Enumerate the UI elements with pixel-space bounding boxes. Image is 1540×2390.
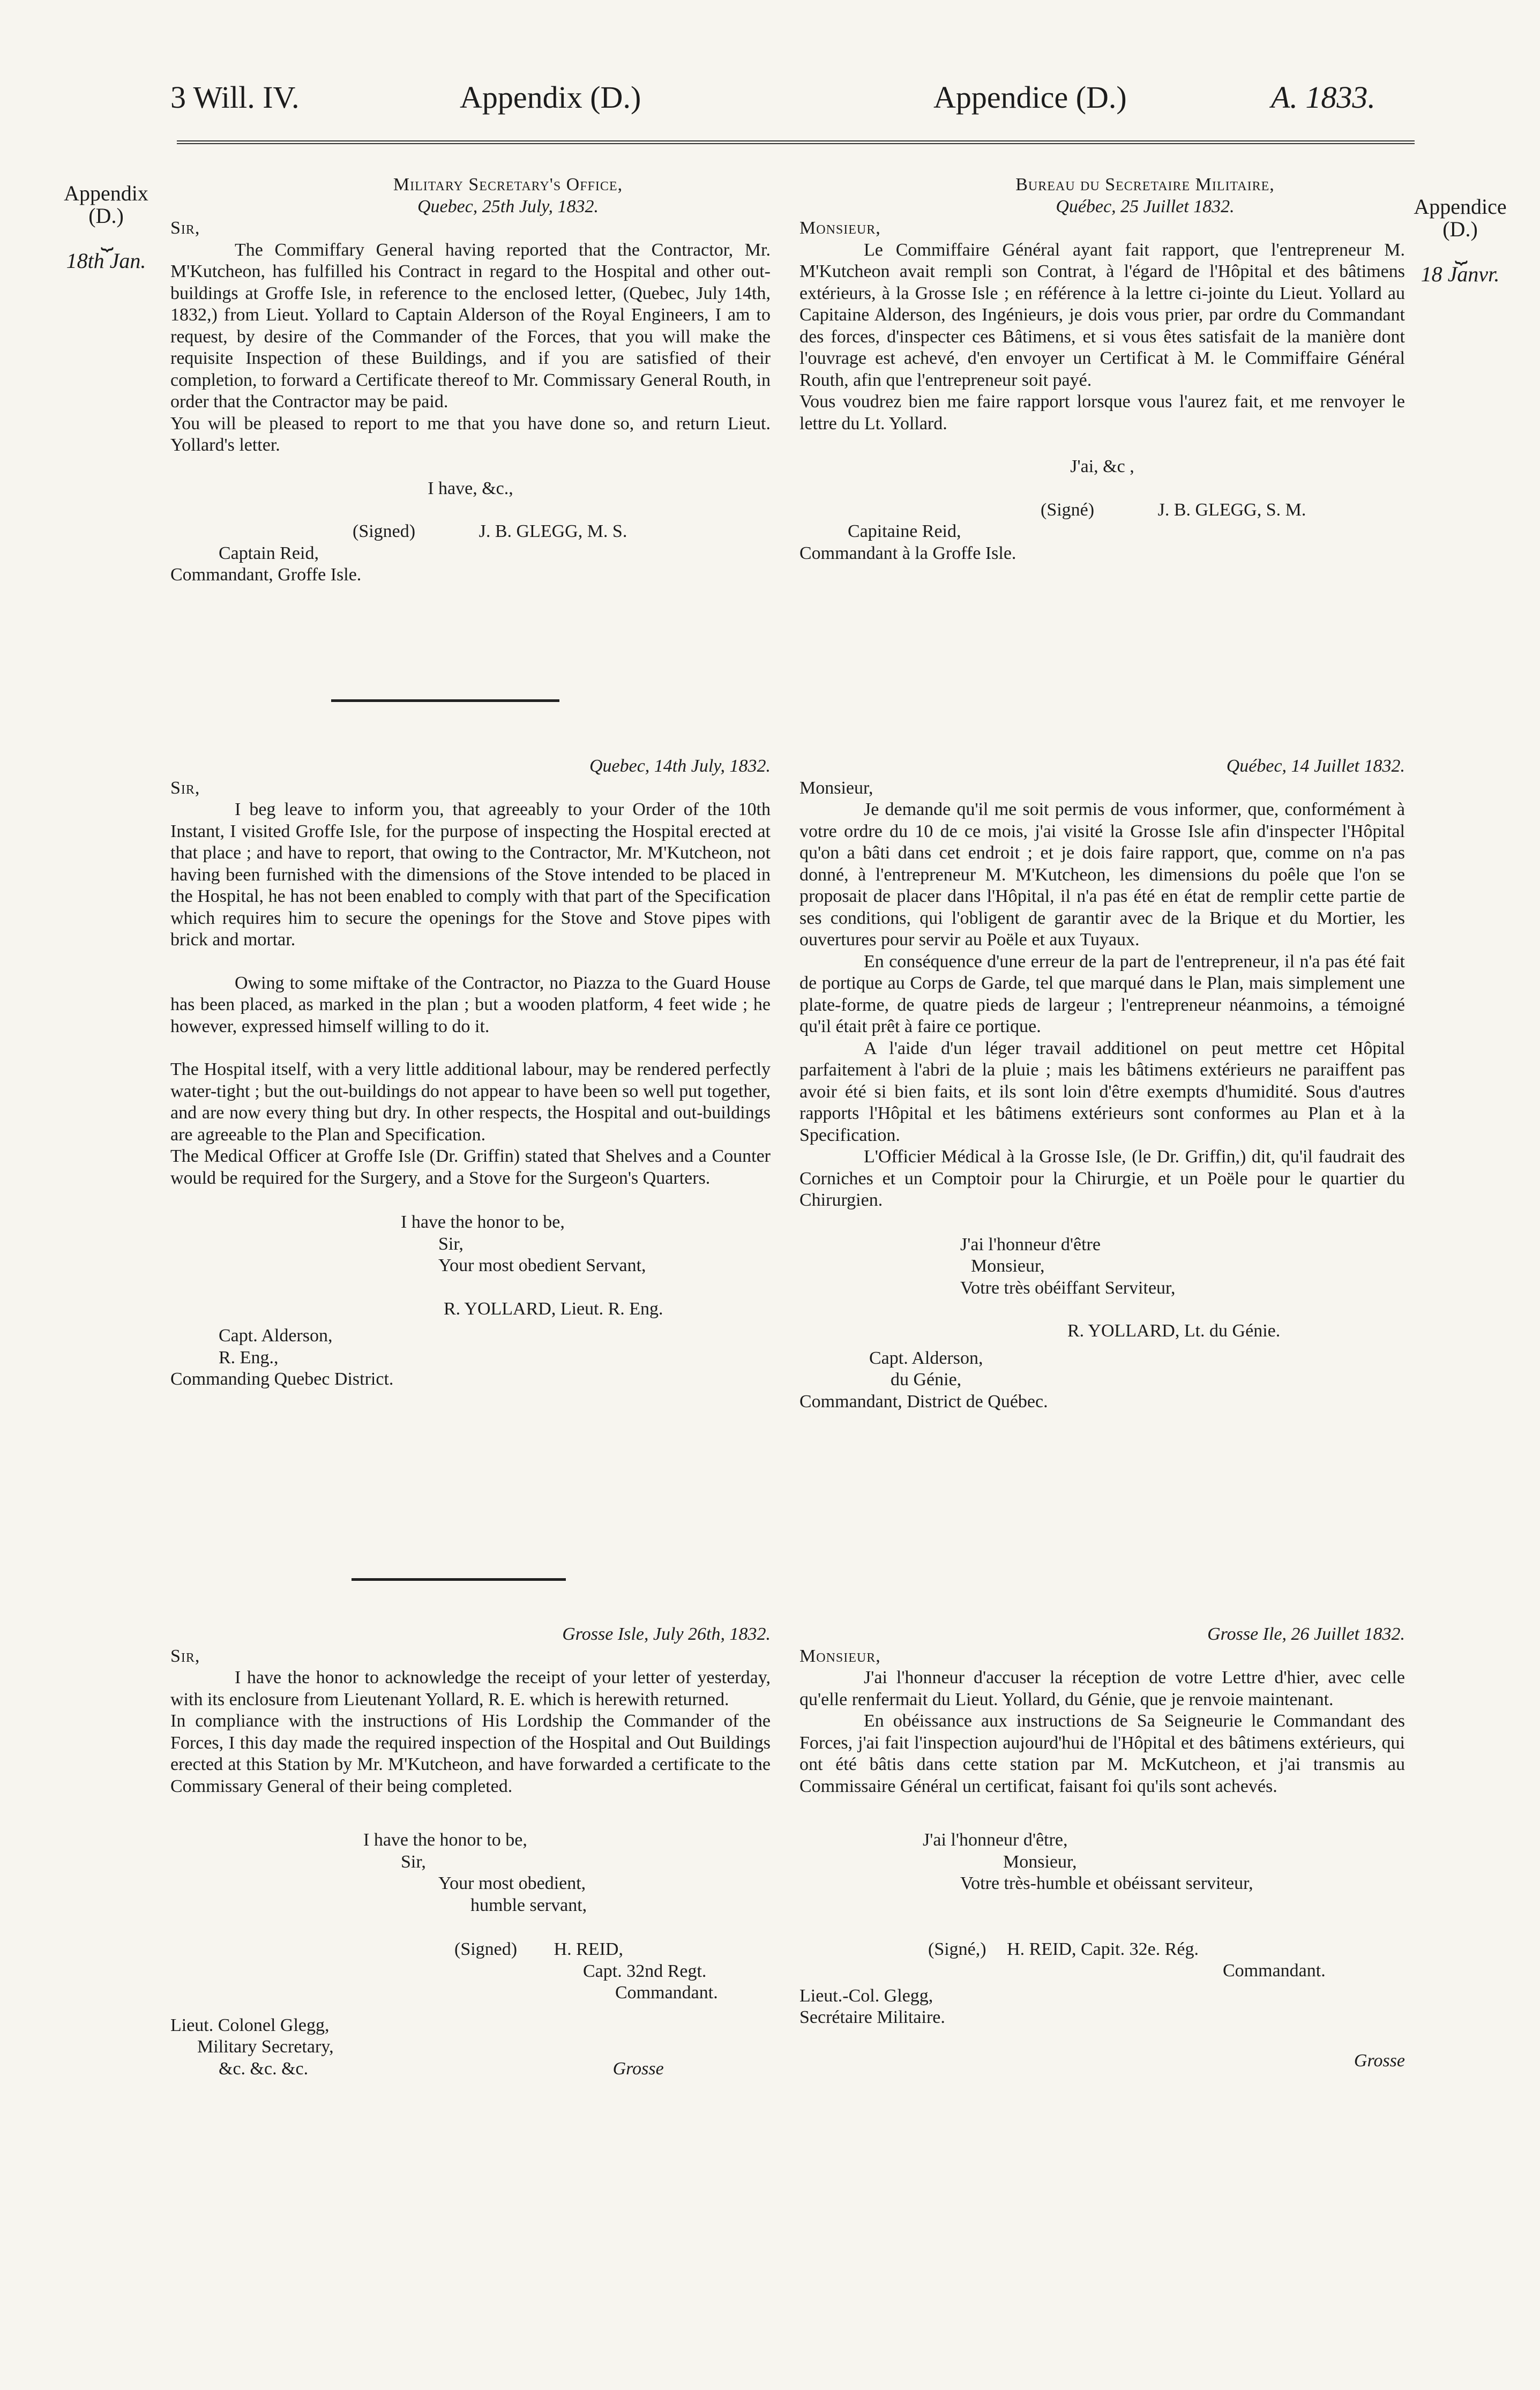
en-l3-sig2: Capt. 32nd Regt. xyxy=(583,1961,707,1981)
en-l3-closing2: Sir, xyxy=(401,1851,426,1872)
separator-en-2 xyxy=(352,1578,566,1581)
margin-note-right xyxy=(1393,196,1527,286)
en-l1-addressee1: Captain Reid, xyxy=(219,543,319,563)
en-l2-addressee1: Capt. Alderson, xyxy=(219,1326,333,1346)
fr-l1-salutation: Monsieur, xyxy=(799,218,881,238)
margin-right-label: Appendice xyxy=(1414,195,1507,219)
en-l2-addressee2: R. Eng., xyxy=(219,1347,279,1368)
en-l2-para4: The Medical Officer at Groffe Isle (Dr. Griffin) stated that Shelves and a Counter would be required for the Surgery, and a Stove for the Surgeon's Quarters. xyxy=(170,1146,771,1188)
en-l2-closing3: Your most obedient Servant, xyxy=(438,1256,646,1275)
en-letter-2 xyxy=(170,756,771,1391)
header-volume: 3 Will. IV. xyxy=(170,80,300,115)
en-l3-addressee2: Military Secretary, xyxy=(197,2037,334,2057)
en-l1-addressee2: Commandant, Groffe Isle. xyxy=(170,565,362,585)
fr-catchword: Grosse xyxy=(1354,2050,1405,2071)
en-l2-salutation: Sir, xyxy=(170,778,200,798)
en-l1-para2: You will be pleased to report to me that you have done so, and return Lieut. Yollard's letter. xyxy=(170,413,771,455)
fr-l1-addressee2: Commandant à la Groffe Isle. xyxy=(799,543,1016,563)
en-l2-signature: R. YOLLARD, Lieut. R. Eng. xyxy=(444,1298,663,1319)
fr-l1-addressee1: Capitaine Reid, xyxy=(848,521,961,541)
fr-l2-para3: A l'aide d'un léger travail additionel on peut mettre cet Hôpital parfaitement à l'abri de la pluie ; mais les bâtimens extérieurs ne paraiffent pas avoir été si bien faits, et ils sont loin d'être exempts d'humidité. Sous d'autres rapports l'Hôpital et les bâtimens extérieurs sont conformes au Plan et à la Specification. xyxy=(799,1038,1405,1145)
en-l3-para2: In compliance with the instructions of His Lordship the Commander of the Forces, I this day made the required inspection of the Hospital and Out Buildings erected at this Station by Mr. M'Kutcheon, and have forwarded a certificate to the Commissary General of their being completed. xyxy=(170,1711,771,1796)
en-letter-3 xyxy=(170,1624,771,2080)
en-letter-1 xyxy=(170,174,771,586)
en-l3-salutation: Sir, xyxy=(170,1646,200,1666)
fr-l3-closing3: Votre très-humble et obéissant serviteur, xyxy=(960,1873,1253,1893)
fr-l3-signed: (Signé,) xyxy=(928,1939,986,1959)
en-l3-date: Grosse Isle, July 26th, 1832. xyxy=(562,1624,771,1644)
fr-l1-office: Bureau du Secretaire Militaire, xyxy=(1015,175,1275,195)
brace-icon: ⏟ xyxy=(101,226,111,250)
fr-l2-signature: R. YOLLARD, Lt. du Génie. xyxy=(1067,1321,1281,1341)
fr-l2-para1: Je demande qu'il me soit permis de vous informer, que, conformément à votre ordre du 10 de ce mois, j'ai visité la Grosse Isle afin d'inspecter l'Hôpital qu'on a bâti dans cet endroit ; et je dois faire rapport, que, comme on n'a pas donné, à l'entrepreneur M. M'Kutcheon, les dimensions du poêle que l'on se proposait de placer dans l'Hôpital, il n'a pas été en état de remplir cette partie de ses conditions, qui l'obligent de garantir avec de la Brique et du Mortier, les ouvertures pour servir au Poële et aux Tuyaux. xyxy=(799,800,1405,950)
fr-l2-para2: En conséquence d'une erreur de la part de l'entrepreneur, il n'a pas été fait de portique au Corps de Garde, tel que marqué dans le Plan, mais simplement une plate-forme, de quatre pieds de largeur ; l'entrepreneur néanmoins, a témoigné qu'il était prêt à faire ce portique. xyxy=(799,951,1405,1036)
en-l3-addressee1: Lieut. Colonel Glegg, xyxy=(170,2015,330,2035)
en-l3-closing1: I have the honor to be, xyxy=(363,1830,527,1850)
separator-en-1 xyxy=(331,699,559,702)
en-l2-closing1: I have the honor to be, xyxy=(401,1212,565,1232)
fr-l1-para2: Vous voudrez bien me faire rapport lorsque vous l'aurez fait, et me renvoyer le lettre du Lt. Yollard. xyxy=(799,392,1405,434)
en-l2-para3: The Hospital itself, with a very little additional labour, may be rendered perfectly water-tight ; but the out-buildings do not appear to have been so well put together, and are now every thing but dry. In other respects, the Hospital and out-buildings are agreeable to the Plan and Specification. xyxy=(170,1059,771,1145)
en-l2-para1: I beg leave to inform you, that agreeably to your Order of the 10th Instant, I visited Groffe Isle, for the purpose of inspecting the Hospital erected at that place ; and have to report, that owing to the Contractor, Mr. M'Kutcheon, not having been furnished with the dimensions of the Stove intended to be placed in the Hospital, he has not been enabled to comply with that part of the Specification which requires him to secure the openings for the Stove and Stove pipes with brick and mortar. xyxy=(170,800,771,950)
fr-letter-1 xyxy=(799,174,1405,564)
fr-letter-2 xyxy=(799,756,1405,1413)
margin-right-date: 18 Janvr. xyxy=(1421,262,1500,286)
fr-l2-closing2: Monsieur, xyxy=(971,1256,1045,1276)
en-l3-closing3: Your most obedient, xyxy=(438,1873,586,1893)
en-l2-date: Quebec, 14th July, 1832. xyxy=(589,756,771,776)
fr-l2-addressee1: Capt. Alderson, xyxy=(869,1348,983,1368)
fr-l2-para4: L'Officier Médical à la Grosse Isle, (le Dr. Griffin,) dit, qu'il faudrait des Corniches et un Comptoir pour la Chirurgie, et un Poële pour le quartier du Chirurgien. xyxy=(799,1147,1405,1210)
fr-l1-signature: J. B. GLEGG, S. M. xyxy=(1157,499,1306,520)
header-rule xyxy=(177,140,1415,144)
fr-l3-sig2: Commandant. xyxy=(1223,1961,1326,1981)
header-appendix-fr: Appendice (D.) xyxy=(933,80,1127,115)
margin-note-left xyxy=(42,182,170,272)
en-l3-addressee3: &c. &c. &c. xyxy=(219,2058,309,2079)
fr-l3-date: Grosse Ile, 26 Juillet 1832. xyxy=(1207,1624,1405,1644)
fr-l1-signed: (Signé) xyxy=(1041,499,1095,520)
en-l2-closing2: Sir, xyxy=(438,1234,464,1254)
header-year: A. 1833. xyxy=(1271,80,1375,115)
en-l1-closing: I have, &c., xyxy=(428,478,513,498)
en-l3-sig3: Commandant. xyxy=(615,1983,718,2003)
fr-l2-salutation: Monsieur, xyxy=(799,778,873,798)
en-l2-addressee3: Commanding Quebec District. xyxy=(170,1369,394,1389)
fr-l2-date: Québec, 14 Juillet 1832. xyxy=(1226,756,1405,776)
fr-l3-closing1: J'ai l'honneur d'être, xyxy=(923,1830,1068,1850)
en-l3-signed: (Signed) xyxy=(454,1939,518,1959)
en-l1-signature: J. B. GLEGG, M. S. xyxy=(479,521,627,541)
fr-letter-3 xyxy=(799,1624,1405,2072)
fr-l3-para1: J'ai l'honneur d'accuser la réception de votre Lettre d'hier, avec celle qu'elle renfermait du Lieut. Yollard, du Génie, que je renvoie maintenant. xyxy=(799,1668,1405,1709)
margin-left-date: 18th Jan. xyxy=(66,249,146,273)
fr-l1-closing: J'ai, &c , xyxy=(1070,457,1134,476)
en-l3-signature: H. REID, xyxy=(554,1939,623,1959)
en-l1-office: Military Secretary's Office, xyxy=(393,175,623,195)
fr-l2-closing3: Votre très obéiffant Serviteur, xyxy=(960,1278,1176,1298)
en-l1-signed: (Signed) xyxy=(353,521,416,541)
margin-right-sub: (D.) xyxy=(1442,217,1478,241)
fr-l3-para2: En obéissance aux instructions de Sa Seigneurie le Commandant des Forces, j'ai fait l'inspection aujourd'hui de l'Hôpital et des bâtimens extérieurs, qui ont été bâtis dans cette station par M. McKutcheon, et j'ai transmis au Commissaire Général un certificat, faisant foi qu'ils sont achevés. xyxy=(799,1711,1405,1796)
fr-l2-addressee3: Commandant, District de Québec. xyxy=(799,1391,1048,1411)
fr-l3-addressee1: Lieut.-Col. Glegg, xyxy=(799,1985,933,2006)
en-l1-para1: The Commiffary General having reported that the Contractor, Mr. M'Kutcheon, has fulfilled his Contract in regard to the Hospital and other out-buildings at Groffe Isle, in reference to the enclosed letter, (Quebec, July 14th, 1832,) from Lieut. Yollard to Captain Alderson of the Royal Engineers, I am to request, by desire of the Commander of the Forces, that you will make the requisite Inspection of these Buildings, and if you are satisfied of their completion, to forward a Certificate thereof to Mr. Commissary General Routh, in order that the Contractor may be paid. xyxy=(170,240,771,412)
en-l1-date: Quebec, 25th July, 1832. xyxy=(417,196,599,216)
margin-left-sub: (D.) xyxy=(88,204,124,228)
header-appendix-en: Appendix (D.) xyxy=(460,80,641,115)
fr-l3-signature: H. REID, Capit. 32e. Rég. xyxy=(1007,1939,1199,1959)
margin-left-label: Appendix xyxy=(64,181,148,205)
fr-l1-para1: Le Commiffaire Général ayant fait rapport, que l'entrepreneur M. M'Kutcheon avait rempli son Contrat, à l'égard de l'Hôpital et des bâtimens extérieurs, à la Grosse Isle ; en référence à la lettre ci-jointe du Lieut. Yollard au Capitaine Alderson, des Ingénieurs, je dois vous prier, par ordre du Commandant des forces, d'inspecter ces Bâtimens, et si vous êtes satisfait de la manière dont l'ouvrage est achevé, d'en envoyer un Certificat à M. le Commiffaire Général Routh, afin que l'entrepreneur soit payé. xyxy=(799,240,1405,390)
fr-l1-date: Québec, 25 Juillet 1832. xyxy=(1056,196,1235,216)
fr-l2-addressee2: du Génie, xyxy=(891,1370,962,1390)
en-l2-para2: Owing to some miftake of the Contractor, no Piazza to the Guard House has been placed, as marked in the plan ; but a wooden platform, 4 feet wide ; he however, expressed himself willing to do it. xyxy=(170,973,771,1036)
fr-l3-salutation: Monsieur, xyxy=(799,1646,881,1666)
fr-l3-closing2: Monsieur, xyxy=(1003,1851,1077,1872)
brace-icon: ⏟ xyxy=(1455,240,1466,264)
en-l1-salutation: Sir, xyxy=(170,218,200,238)
en-catchword: Grosse xyxy=(612,2058,664,2079)
en-l3-para1: I have the honor to acknowledge the receipt of your letter of yesterday, with its enclosure from Lieutenant Yollard, R. E. which is herewith returned. xyxy=(170,1668,771,1709)
en-l3-closing4: humble servant, xyxy=(470,1895,587,1915)
fr-l3-addressee2: Secrétaire Militaire. xyxy=(799,2007,945,2027)
fr-l2-closing1: J'ai l'honneur d'être xyxy=(960,1234,1101,1254)
